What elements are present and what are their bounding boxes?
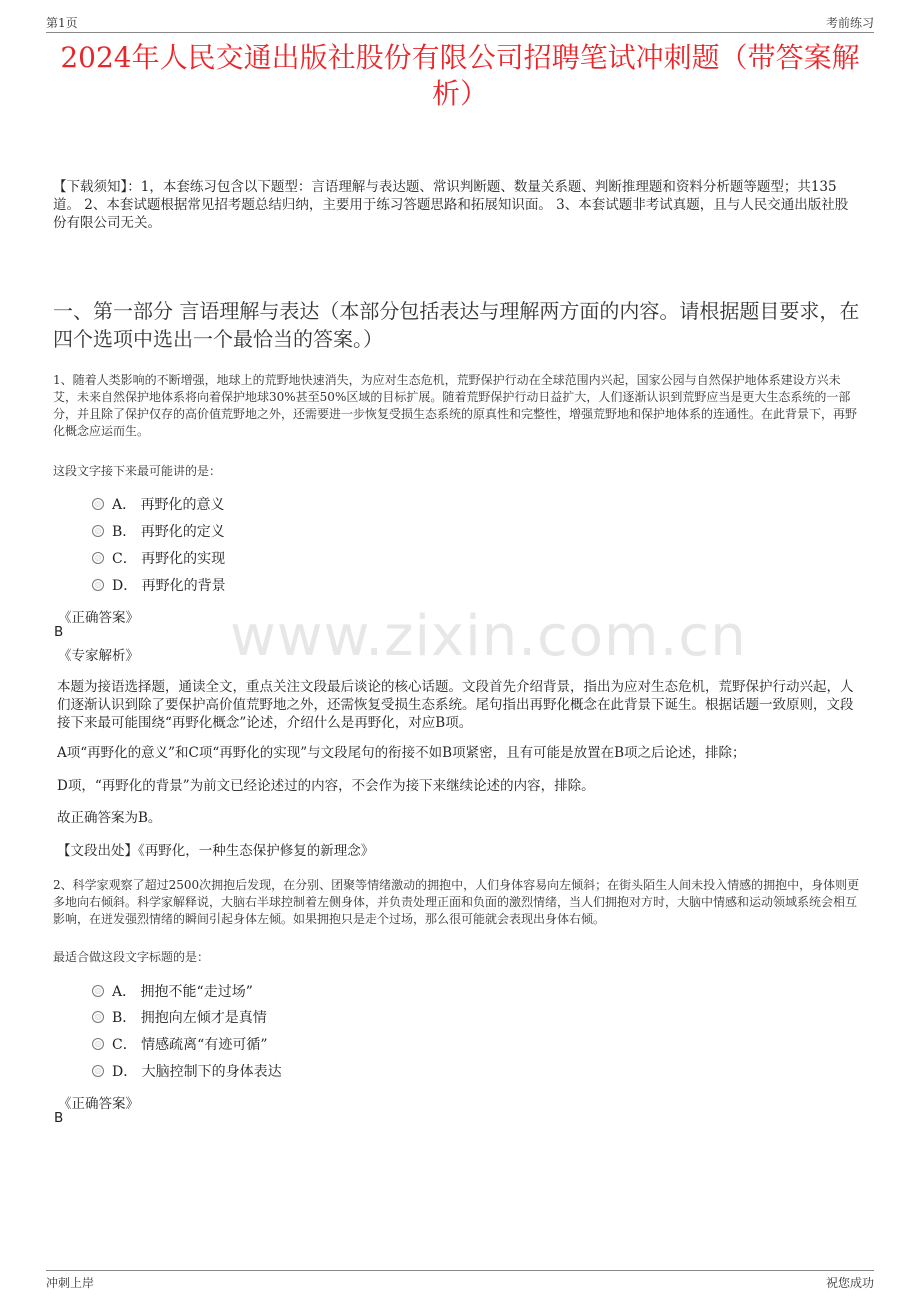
- radio-icon[interactable]: [92, 579, 104, 591]
- document-title: 2024年人民交通出版社股份有限公司招聘笔试冲刺题（带答案解析）: [60, 41, 860, 110]
- radio-icon[interactable]: [92, 985, 104, 997]
- radio-icon[interactable]: [92, 1065, 104, 1077]
- question-1-analysis-p2: A项“再野化的意义”和C项“再野化的实现”与文段尾句的衔接不如B项紧密，且有可能是放置在B项之后论述，排除；: [57, 745, 746, 761]
- radio-icon[interactable]: [92, 1011, 104, 1023]
- footer-right-label: 祝您成功: [825, 1276, 874, 1290]
- question-1-option-c[interactable]: C． 再野化的实现: [92, 549, 225, 569]
- radio-icon[interactable]: [92, 1038, 104, 1050]
- question-1-prompt: 这段文字接下来最可能讲的是：: [53, 464, 222, 478]
- page-number: 第1页: [46, 16, 78, 30]
- question-1-analysis-p1: 本题为接语选择题，通读全文，重点关注文段最后谈论的核心话题。文段首先介绍背景，指出为应对生态危机，荒野保护行动兴起，人们逐渐认识到除了要保护高价值荒野地之外，还需恢复受损生态系统。尾句指出再野化概念在此背景下诞生。根据话题一致原则，文段接下来最可能围绕“再野化概念”论述，介绍什么是再野化，对应B项。: [57, 679, 854, 731]
- header-label: 考前练习: [825, 16, 874, 30]
- question-2-option-d[interactable]: D． 大脑控制下的身体表达: [92, 1062, 282, 1082]
- question-2-answer: B: [54, 1110, 64, 1126]
- question-2-option-b[interactable]: B． 拥抱向左倾才是真情: [92, 1008, 267, 1028]
- question-2-answer-label: 《正确答案》: [58, 1096, 139, 1112]
- question-2-stem: 2、科学家观察了超过2500次拥抱后发现，在分别、团聚等情绪激动的拥抱中，人们身体容易向左倾斜；在街头陌生人间未投入情感的拥抱中，身体则更多地向右倾斜。科学家解释说，大脑右半球控制着左侧身体，并负责处理正面和负面的激烈情绪，当人们拥抱对方时，大脑中情感和运动领域系统会相互影响，在迸发强烈情绪的瞬间引起身体左倾。如果拥抱只是走个过场，那么很可能就会表现出身体右倾。: [53, 878, 860, 926]
- question-1-answer-label: 《正确答案》: [58, 610, 139, 626]
- radio-icon[interactable]: [92, 525, 104, 537]
- watermark: www.zixin.com.cn: [230, 604, 747, 669]
- radio-icon[interactable]: [92, 552, 104, 564]
- section-heading: 一、第一部分 言语理解与表达（本部分包括表达与理解两方面的内容。请根据题目要求，在四个选项中选出一个最恰当的答案。）: [53, 299, 860, 351]
- question-1-option-d[interactable]: D． 再野化的背景: [92, 576, 226, 596]
- page-header: [46, 12, 874, 33]
- question-2-prompt: 最适合做这段文字标题的是：: [53, 950, 210, 964]
- question-1-stem: 1、随着人类影响的不断增强，地球上的荒野地快速消失，为应对生态危机，荒野保护行动在全球范围内兴起，国家公园与自然保护地体系建设方兴未艾，未来自然保护地体系将向着保护地球30%甚至50%区域的目标扩展。随着荒野保护行动日益扩大，人们逐渐认识到荒野应当是更大生态系统的一部分，并且除了保护仅存的高价值荒野地之外，还需要进一步恢复受损生态系统的原真性和完整性，增强荒野地和保护地体系的连通性。在此背景下，再野化概念应运而生。: [53, 373, 858, 438]
- question-1-analysis-p3: D项，“再野化的背景”为前文已经论述过的内容，不会作为接下来继续论述的内容，排除。: [57, 778, 595, 794]
- question-1-analysis-p4: 故正确答案为B。: [57, 810, 162, 826]
- radio-icon[interactable]: [92, 498, 104, 510]
- page-footer: [46, 1270, 874, 1293]
- question-2-option-a[interactable]: A． 拥抱不能“走过场”: [92, 982, 253, 1002]
- footer-left-label: 冲刺上岸: [46, 1276, 95, 1290]
- question-1-analysis-label: 《专家解析》: [58, 648, 139, 664]
- question-1-answer: B: [54, 624, 64, 640]
- question-2-option-c[interactable]: C． 情感疏离“有迹可循”: [92, 1035, 267, 1055]
- question-1-option-a[interactable]: A． 再野化的意义: [92, 495, 225, 515]
- question-1-option-b[interactable]: B． 再野化的定义: [92, 522, 225, 542]
- question-1-source: 【文段出处】《再野化，一种生态保护修复的新理念》: [57, 843, 375, 859]
- download-notice: 【下载须知】：1，本套练习包含以下题型：言语理解与表达题、常识判断题、数量关系题、判断推理题和资料分析题等题型；共135道。 2、本套试题根据常见招考题总结归纳，主要用于练习答题思路和拓展知识面。 3、本套试题非考试真题，且与人民交通出版社股份有限公司无关。: [53, 179, 849, 231]
